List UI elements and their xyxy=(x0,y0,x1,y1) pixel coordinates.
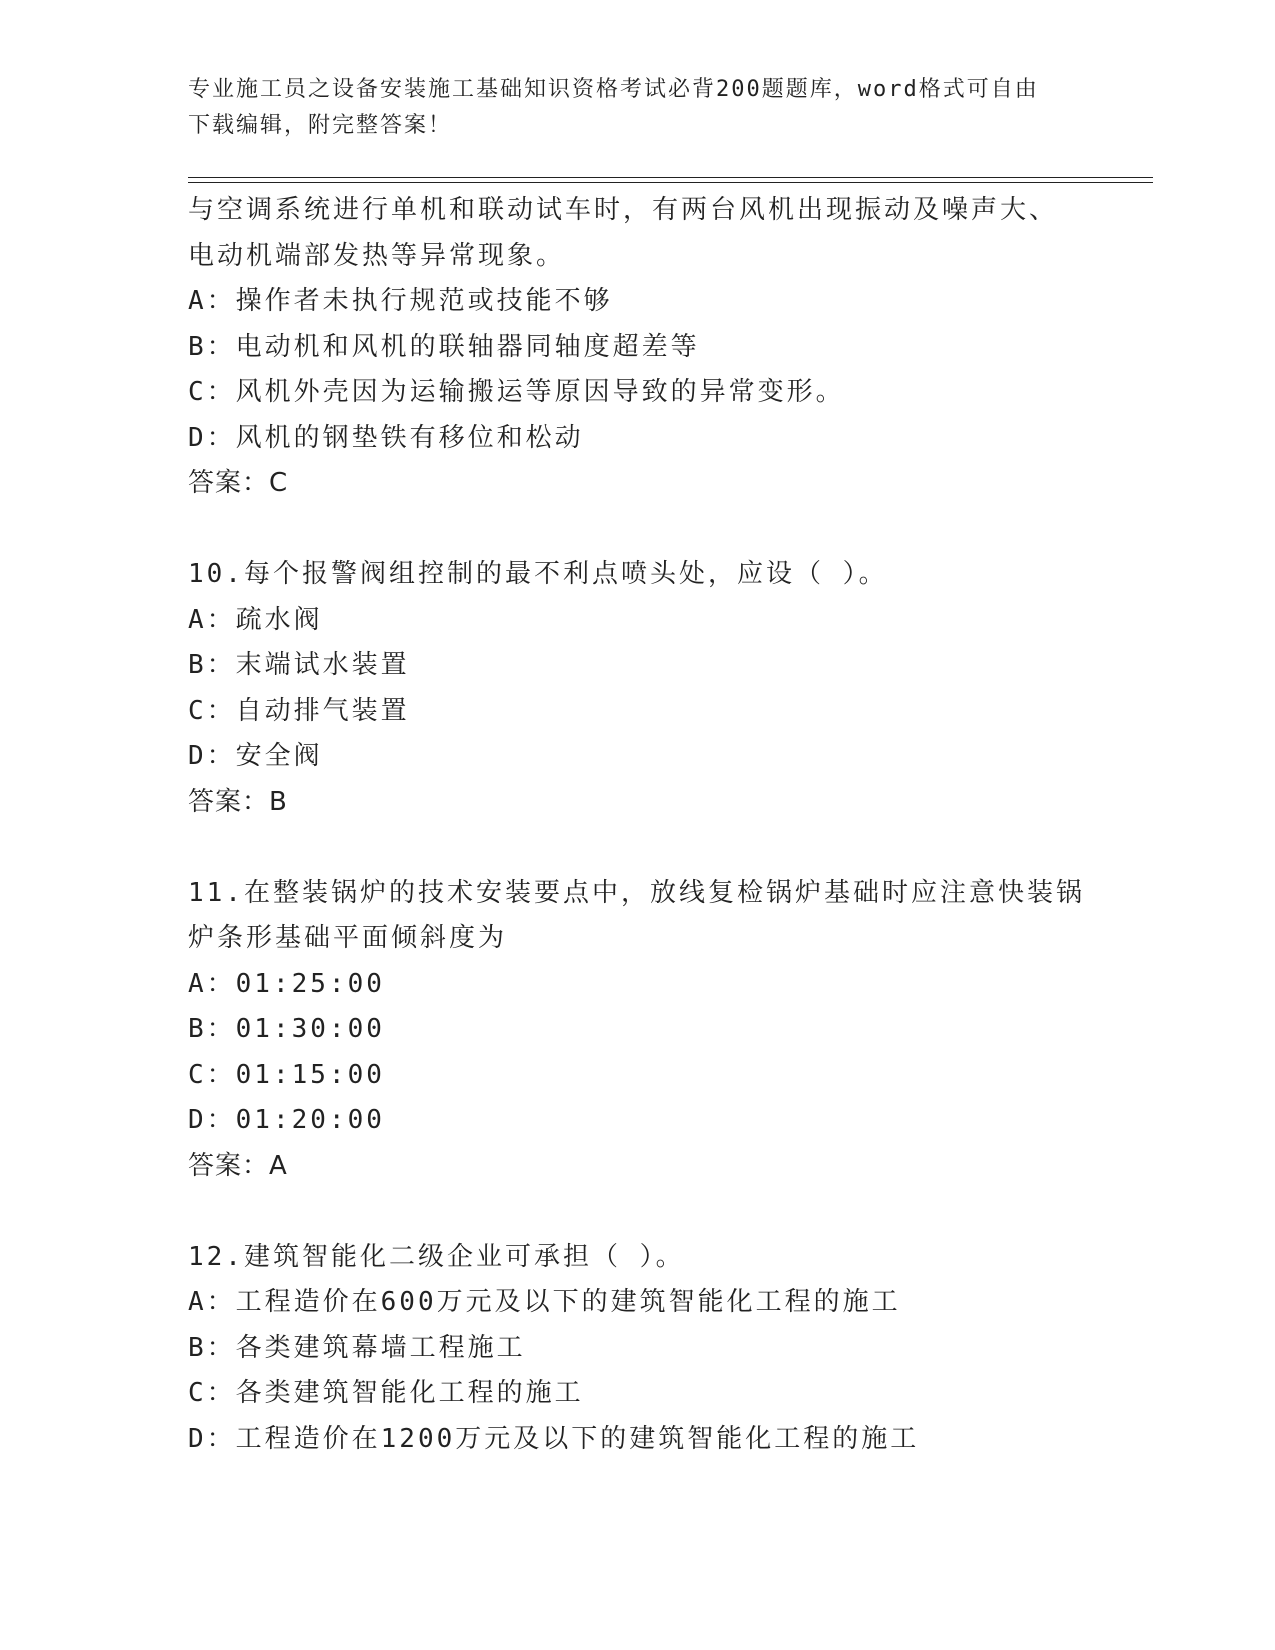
question-stem: 12.建筑智能化二级企业可承担（ ）。 xyxy=(188,1241,685,1272)
question-stem: 10.每个报警阀组控制的最不利点喷头处，应设（ ）。 xyxy=(188,559,888,589)
option-a: A：工程造价在600万元及以下的建筑智能化工程的施工 xyxy=(188,1287,901,1317)
question-block-10 xyxy=(188,552,1088,825)
question-list xyxy=(188,188,1088,1462)
answer-label: 答案：B xyxy=(188,786,288,817)
option-d: D：风机的钢垫铁有移位和松动 xyxy=(188,422,584,453)
header-rule-top xyxy=(188,177,1153,178)
option-c: C：自动排气装置 xyxy=(188,695,410,726)
option-b: B：末端试水装置 xyxy=(188,650,410,680)
option-c: C：01:15:00 xyxy=(188,1059,385,1090)
answer-label: 答案：C xyxy=(188,468,289,498)
option-a: A：疏水阀 xyxy=(188,604,323,635)
header-line-2: 下载编辑，附完整答案！ xyxy=(188,113,453,138)
document-header xyxy=(188,72,1068,144)
answer-label: 答案：A xyxy=(188,1150,288,1181)
option-b: B：01:30:00 xyxy=(188,1014,385,1044)
question-block-12 xyxy=(188,1235,1088,1463)
header-rule-bottom xyxy=(188,182,1153,183)
option-d: D：安全阀 xyxy=(188,741,323,771)
option-c: C：各类建筑智能化工程的施工 xyxy=(188,1378,584,1408)
option-b: B：电动机和风机的联轴器同轴度超差等 xyxy=(188,331,700,362)
question-block-prev xyxy=(188,188,1088,507)
option-a: A：操作者未执行规范或技能不够 xyxy=(188,286,613,316)
spacer xyxy=(188,1189,1088,1235)
option-a: A：01:25:00 xyxy=(188,968,385,999)
option-b: B：各类建筑幕墙工程施工 xyxy=(188,1332,526,1363)
question-stem: 炉条形基础平面倾斜度为 xyxy=(188,923,508,953)
option-d: D：01:20:00 xyxy=(188,1105,385,1135)
spacer xyxy=(188,825,1088,871)
header-line-1: 专业施工员之设备安装施工基础知识资格考试必背200题题库，word格式可自由 xyxy=(188,77,1039,102)
option-c: C：风机外壳因为运输搬运等原因导致的异常变形。 xyxy=(188,377,845,407)
option-d: D：工程造价在1200万元及以下的建筑智能化工程的施工 xyxy=(188,1423,920,1454)
question-stem: 与空调系统进行单机和联动试车时，有两台风机出现振动及噪声大、 xyxy=(188,195,1059,225)
question-stem: 11.在整装锅炉的技术安装要点中，放线复检锅炉基础时应注意快装锅 xyxy=(188,877,1085,908)
question-stem: 电动机端部发热等异常现象。 xyxy=(188,240,566,271)
spacer xyxy=(188,507,1088,553)
question-block-11 xyxy=(188,871,1088,1190)
